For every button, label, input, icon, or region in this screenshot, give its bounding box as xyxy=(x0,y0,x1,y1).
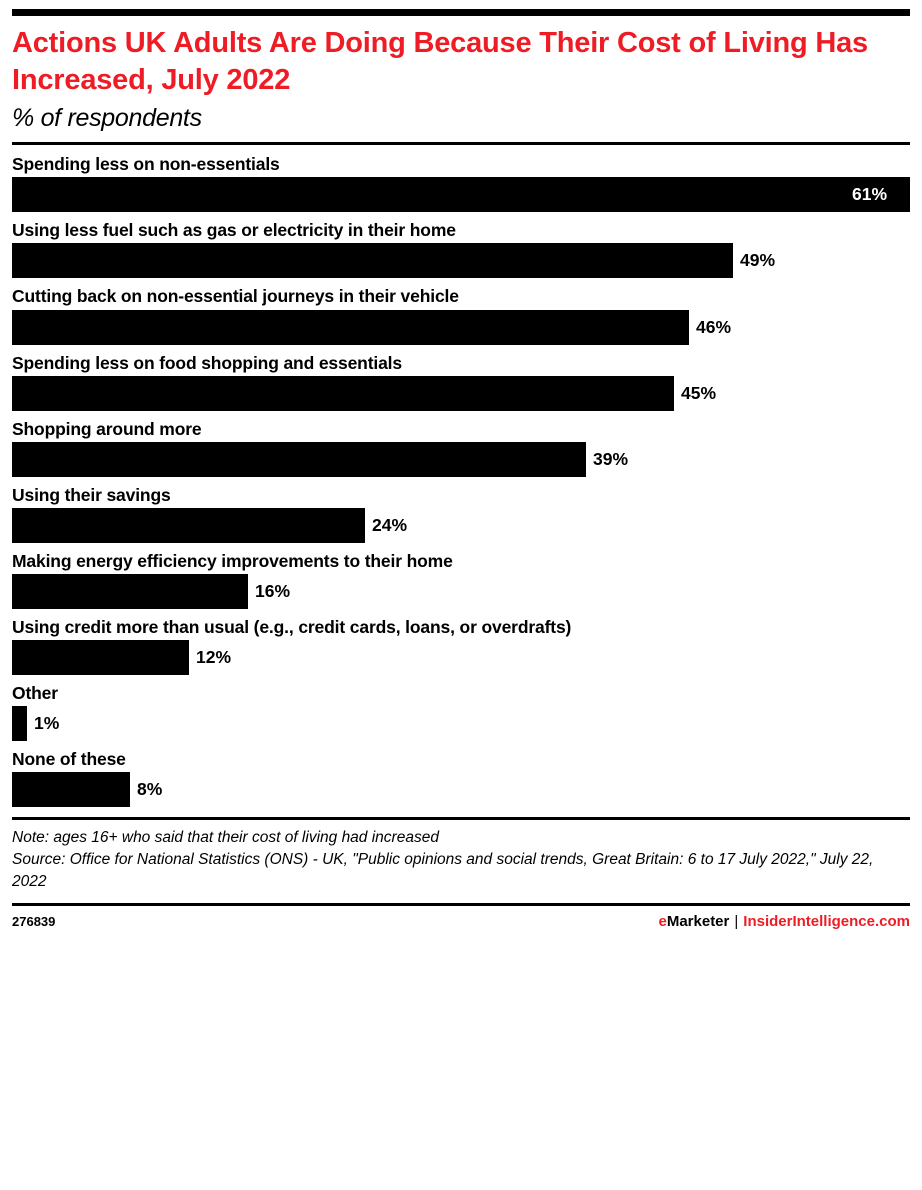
brand-lockup xyxy=(658,913,910,930)
bar-value-label: 16% xyxy=(255,581,291,602)
chart-source: Source: Office for National Statistics (ONS) - UK, "Public opinions and social trends, Great Britain: 6 to 17 July 2022," July 22, 2022 xyxy=(12,851,874,891)
bar-category-label: Using credit more than usual (e.g., credit cards, loans, or overdrafts) xyxy=(12,617,572,638)
bar-line xyxy=(12,310,910,345)
bar xyxy=(12,177,910,212)
bar-category-label: Using less fuel such as gas or electricity in their home xyxy=(12,220,456,241)
insider-intelligence-link[interactable]: InsiderIntelligence.com xyxy=(743,913,910,931)
footer xyxy=(12,913,910,930)
bar-category-label: Using their savings xyxy=(12,484,171,505)
bar-line xyxy=(12,508,910,543)
emarketer-logo-e: e xyxy=(658,913,667,931)
bar-value-label: 45% xyxy=(681,382,717,403)
chart-row xyxy=(12,353,910,411)
chart-row xyxy=(12,154,910,212)
bar xyxy=(12,376,674,411)
chart-row xyxy=(12,749,910,807)
chart-row xyxy=(12,485,910,543)
bar-value-label: 1% xyxy=(34,713,60,734)
chart-row xyxy=(12,683,910,741)
bar-line xyxy=(12,574,910,609)
page-title: Actions UK Adults Are Doing Because Their Cost of Living Has Increased, July 2022 xyxy=(12,27,868,97)
brand-separator: | xyxy=(734,913,739,931)
bar-value-label: 39% xyxy=(593,448,629,469)
bar xyxy=(12,772,130,807)
bar xyxy=(12,640,189,675)
bar-category-label: Spending less on food shopping and essentials xyxy=(12,352,402,373)
bar-line xyxy=(12,376,910,411)
bar xyxy=(12,442,586,477)
chart-id: 276839 xyxy=(12,914,56,930)
bar-value-label: 46% xyxy=(696,316,732,337)
bar-category-label: Shopping around more xyxy=(12,418,202,439)
chart-row xyxy=(12,286,910,344)
chart-row xyxy=(12,220,910,278)
bar xyxy=(12,508,365,543)
bar-line xyxy=(12,177,910,212)
bar xyxy=(12,706,27,741)
bar-line xyxy=(12,640,910,675)
bar-value-label: 49% xyxy=(740,250,776,271)
bar-value-label: 8% xyxy=(137,779,163,800)
chart-row xyxy=(12,617,910,675)
bar xyxy=(12,310,689,345)
bar-category-label: None of these xyxy=(12,749,126,770)
bar-category-label: Spending less on non-essentials xyxy=(12,154,280,175)
bar-value-label: 12% xyxy=(196,647,232,668)
bar-value-label: 61% xyxy=(852,184,888,205)
page-subtitle: % of respondents xyxy=(12,104,202,133)
bar xyxy=(12,243,733,278)
emarketer-logo-text: Marketer xyxy=(666,913,730,931)
top-divider xyxy=(12,9,910,16)
chart-page xyxy=(0,9,922,1190)
bar-category-label: Cutting back on non-essential journeys in their vehicle xyxy=(12,286,459,307)
bar-chart xyxy=(12,154,910,807)
title-divider xyxy=(12,142,910,145)
chart-row xyxy=(12,419,910,477)
bar-value-label: 24% xyxy=(372,514,408,535)
footer-divider xyxy=(12,903,910,906)
bar-category-label: Making energy efficiency improvements to their home xyxy=(12,550,453,571)
bar xyxy=(12,574,248,609)
bar-line xyxy=(12,442,910,477)
chart-row xyxy=(12,551,910,609)
bar-line xyxy=(12,706,910,741)
chart-note: Note: ages 16+ who said that their cost of living had increased xyxy=(12,829,439,847)
notes-divider xyxy=(12,817,910,820)
bar-category-label: Other xyxy=(12,683,58,704)
bar-line xyxy=(12,243,910,278)
bar-line xyxy=(12,772,910,807)
